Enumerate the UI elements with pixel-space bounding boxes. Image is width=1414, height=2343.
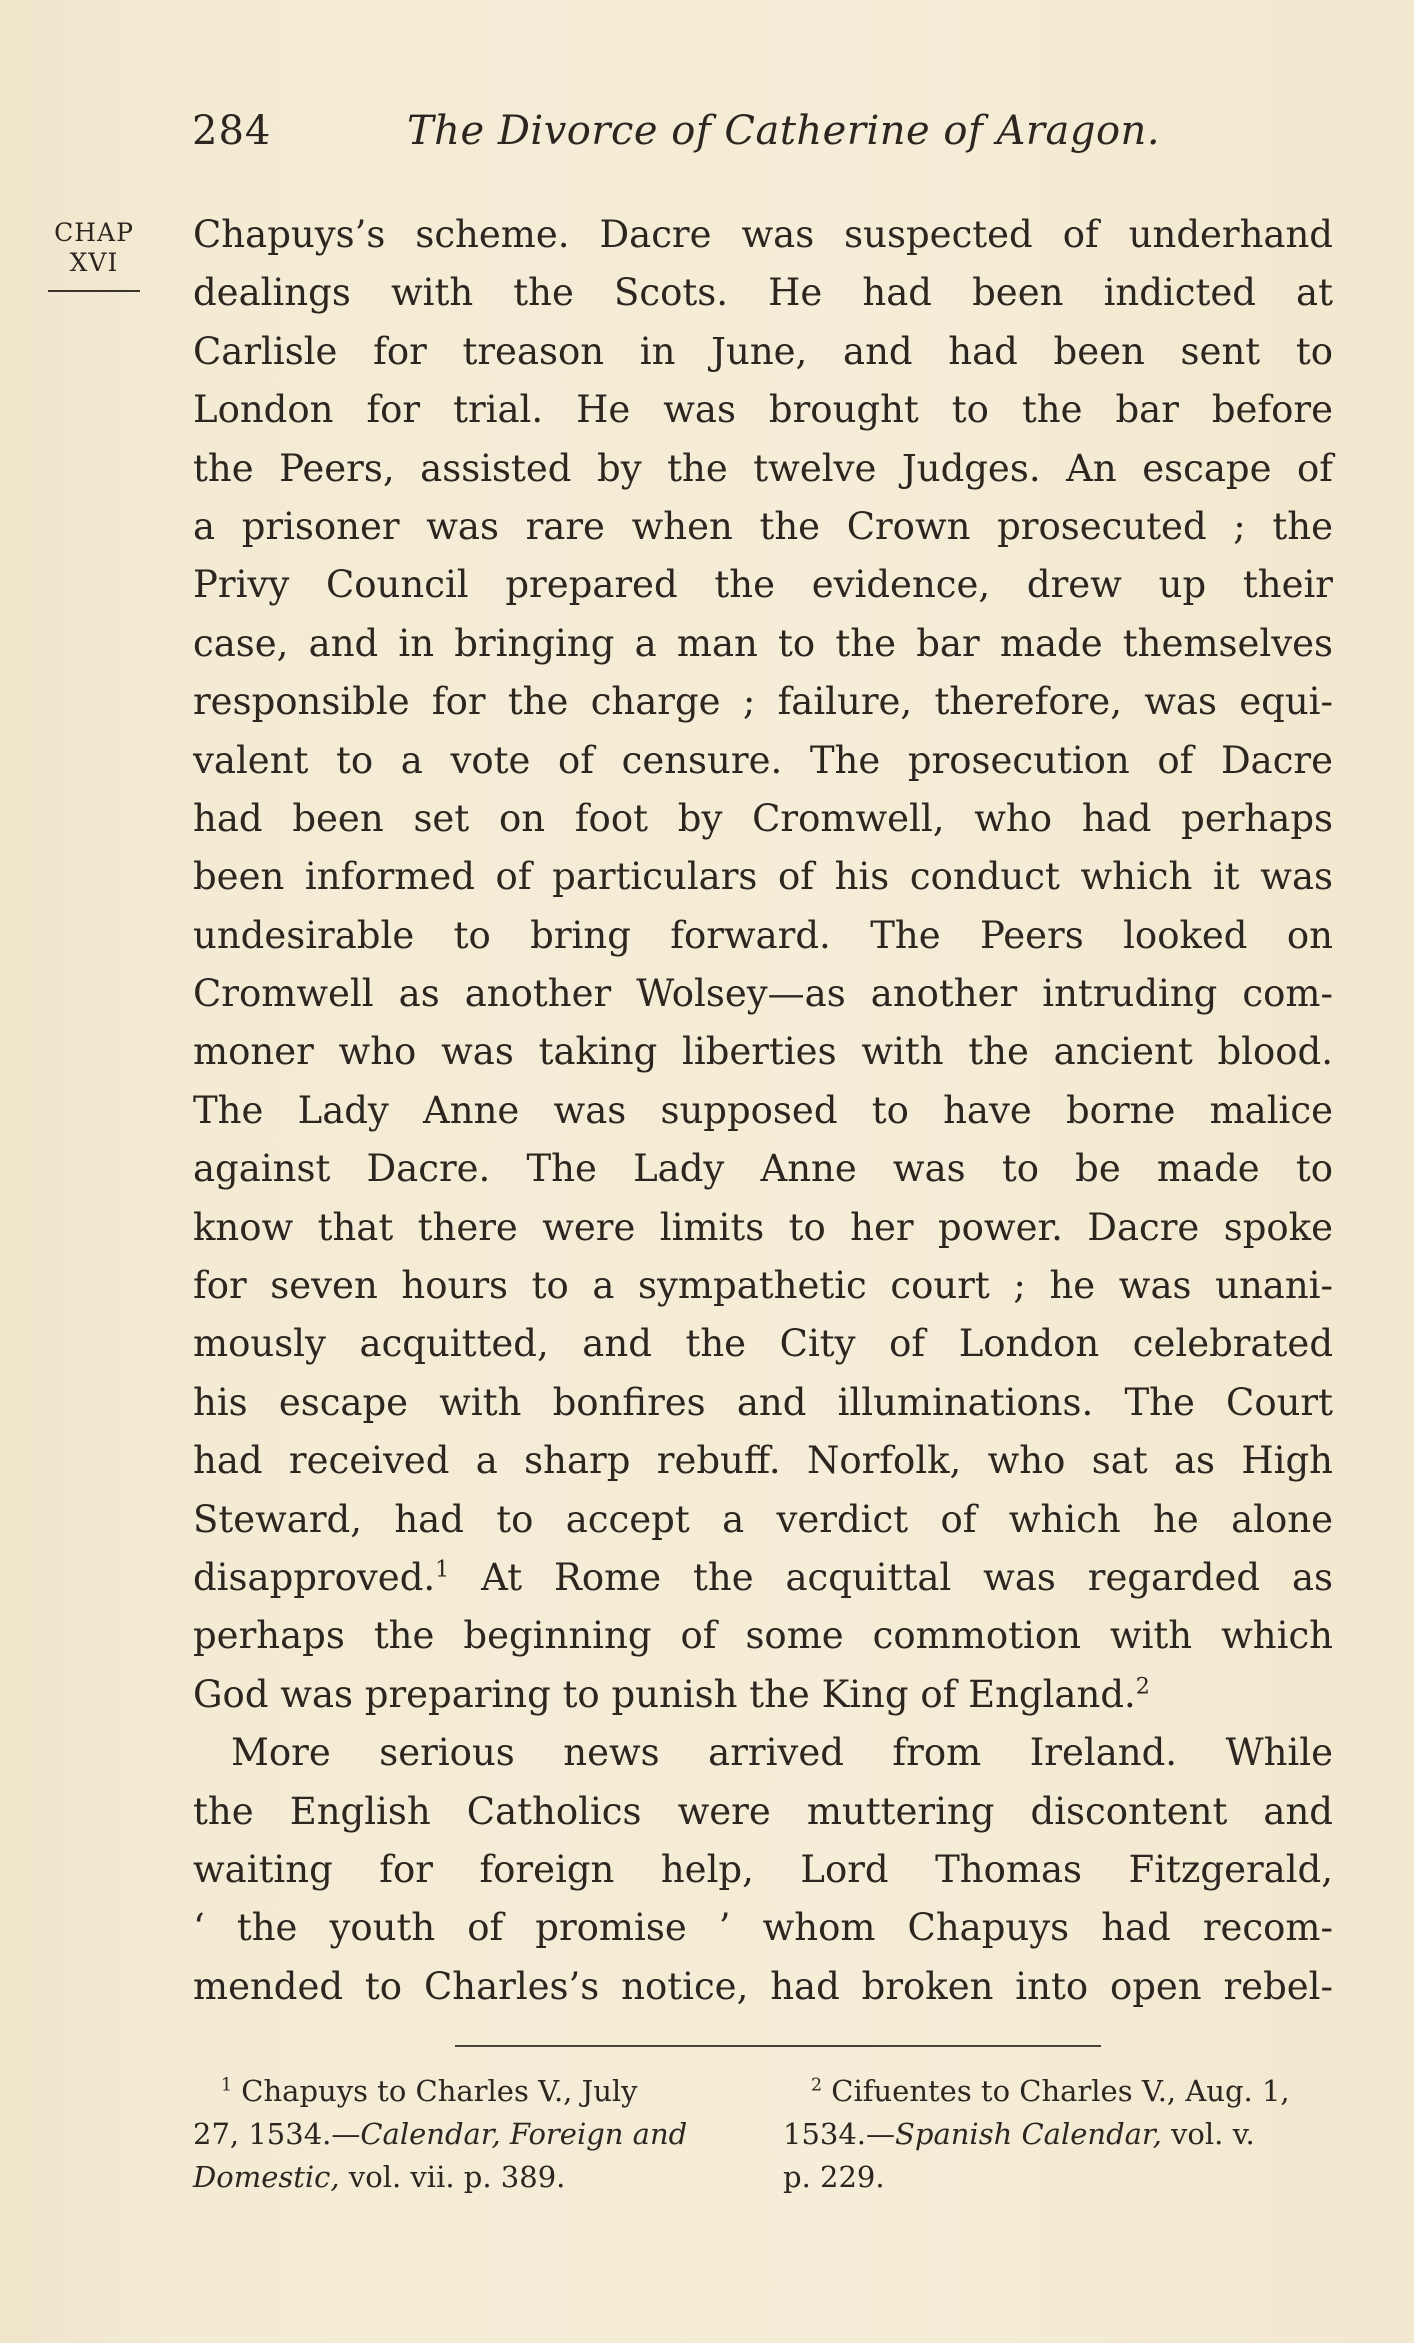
body-line: Privy Council prepared the evidence, drew up their (193, 563, 1333, 607)
body-line: London for trial. He was brought to the bar before (193, 388, 1333, 432)
chapter-label: CHAP (54, 218, 134, 247)
footnote-divider (455, 2045, 1101, 2047)
body-line: responsible for the charge ; failure, therefore, was equi- (193, 680, 1333, 724)
footnote-marker: 1 (221, 2075, 233, 2096)
body-line: dealings with the Scots. He had been indicted at (193, 271, 1333, 315)
body-text (193, 206, 1333, 2016)
line-text: disapproved. (193, 1555, 436, 1599)
page-header (192, 108, 1161, 168)
body-line: his escape with bonfires and illuminations. The Court (193, 1380, 1333, 1424)
margin-rule (48, 290, 140, 292)
body-line: against Dacre. The Lady Anne was to be made to (193, 1147, 1333, 1191)
body-line (193, 1549, 1333, 1607)
body-line: had been set on foot by Cromwell, who had perhaps (193, 796, 1333, 840)
body-line: Carlisle for treason in June, and had been sent to (193, 329, 1333, 373)
chapter-margin-note (48, 218, 140, 292)
paragraph-line: More serious news arrived from Ireland. While (231, 1731, 1333, 1775)
body-line: know that there were limits to her power. Dacre spoke (193, 1205, 1333, 1249)
body-line: mously acquitted, and the City of London celebrated (193, 1322, 1333, 1366)
body-line: for seven hours to a sympathetic court ; he was unani- (193, 1264, 1333, 1308)
body-line: undesirable to bring forward. The Peers looked on (193, 913, 1333, 957)
body-line: moner who was taking liberties with the ancient blood. (193, 1030, 1333, 1074)
body-line: been informed of particulars of his conduct which it was (193, 855, 1333, 899)
chapter-number: XVI (69, 248, 119, 277)
body-line: had received a sharp rebuff. Norfolk, who sat as High (193, 1439, 1333, 1483)
body-line: the Peers, assisted by the twelve Judges. An escape of (193, 446, 1333, 490)
body-line: perhaps the beginning of some commotion with which (193, 1614, 1333, 1658)
body-line: Cromwell as another Wolsey—as another intruding com- (193, 972, 1333, 1016)
body-line: a prisoner was rare when the Crown prosecuted ; the (193, 504, 1333, 548)
paragraph-line: ‘ the youth of promise ’ whom Chapuys had recom- (193, 1906, 1333, 1950)
footnote-ref: 2 (1135, 1673, 1150, 1700)
paragraph-line: the English Catholics were muttering discontent and (193, 1789, 1333, 1833)
body-line: Chapuys’s scheme. Dacre was suspected of underhand (193, 213, 1333, 256)
page-number: 284 (192, 108, 272, 154)
footnote-marker: 2 (811, 2075, 823, 2096)
footnote-1: $^1$ Chapuys to Charles V., July 27, 1534.—Calendar, Foreign and Domestic, vol. vii. p. 389. (193, 2074, 688, 2194)
footnote-2: $^2$ Cifuentes to Charles V., Aug. 1, 1534.—Spanish Calendar, vol. v. p. 229. (783, 2074, 1290, 2194)
running-title: The Divorce of Catherine of Aragon. (407, 108, 1161, 154)
footnote-ref: 1 (435, 1556, 450, 1583)
body-line: valent to a vote of censure. The prosecution of Dacre (193, 738, 1333, 782)
line-text: God was preparing to punish the King of England. (193, 1672, 1136, 1716)
paragraph-line: waiting for foreign help, Lord Thomas Fitzgerald, (193, 1847, 1333, 1891)
paragraph-line: mended to Charles’s notice, had broken into open rebel- (193, 1964, 1333, 2008)
body-line: case, and in bringing a man to the bar made themselves (193, 621, 1333, 665)
body-line (193, 1666, 1333, 1724)
body-line: Steward, had to accept a verdict of which he alone (193, 1497, 1333, 1541)
line-text: At Rome the acquittal was regarded as (449, 1555, 1333, 1599)
body-line: The Lady Anne was supposed to have borne malice (193, 1088, 1333, 1132)
